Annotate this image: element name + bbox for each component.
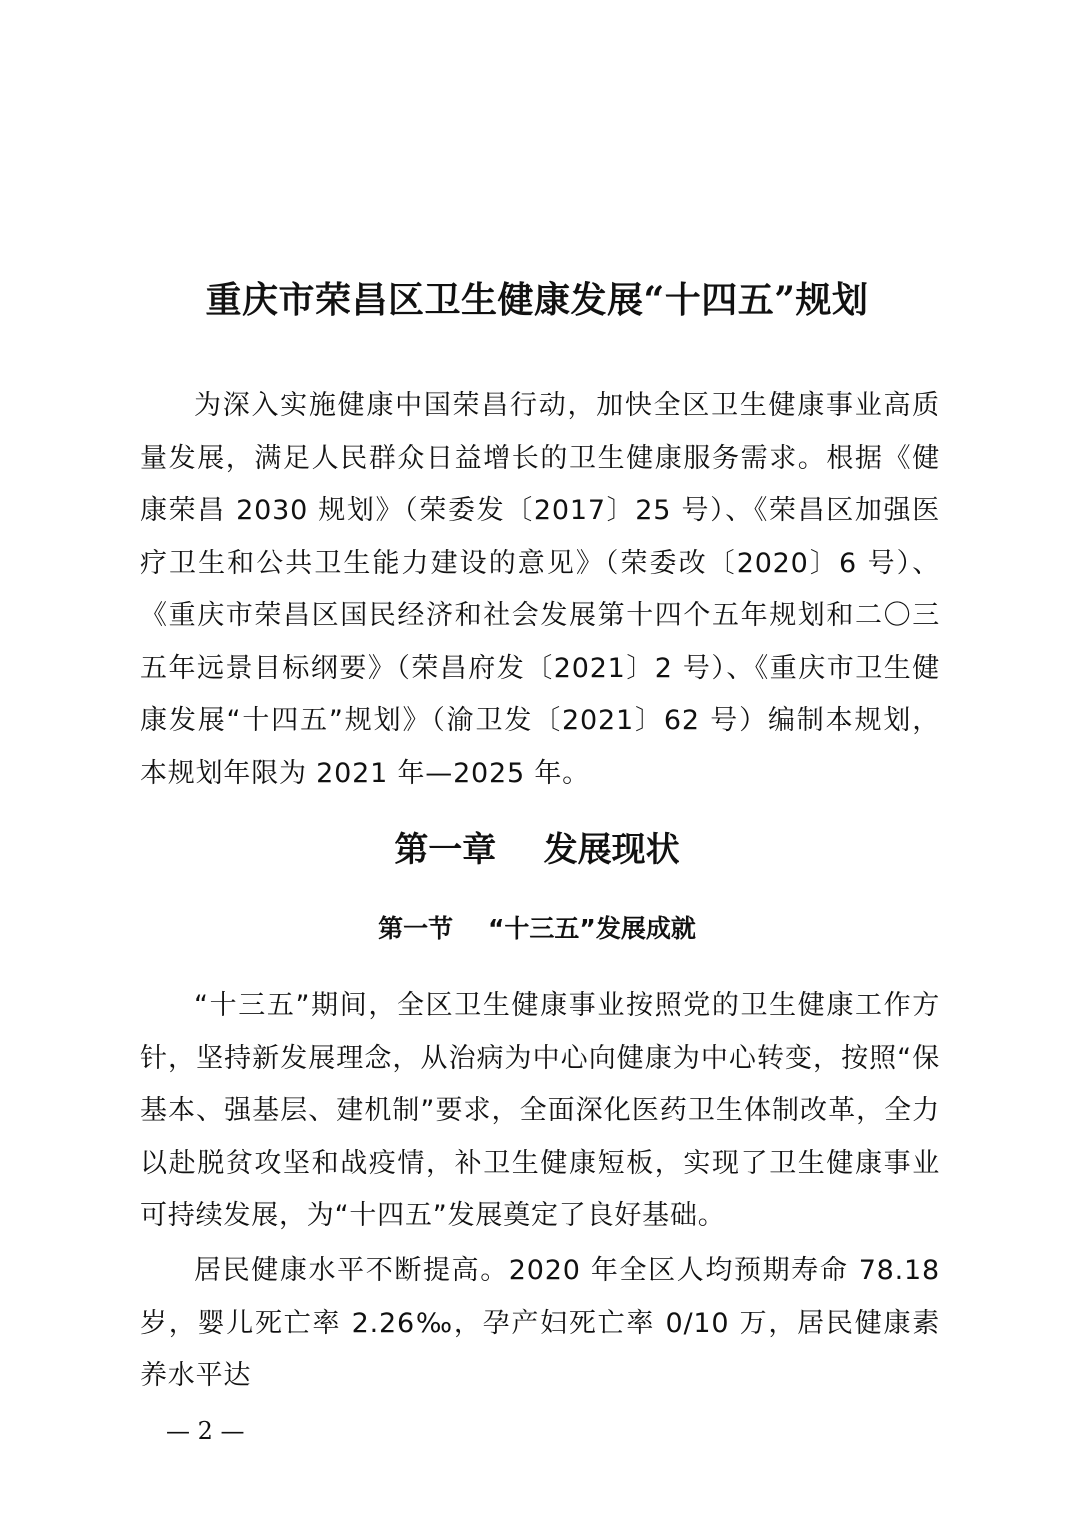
intro-paragraph: 为深入实施健康中国荣昌行动，加快全区卫生健康事业高质量发展，满足人民群众日益增长的卫生健康服务需求。根据《健康荣昌 2030 规划》（荣委发〔2017〕25 号）、《荣昌区加强医疗卫生和公共卫生能力建设的意见》（荣委改〔2020〕6 号）、《重庆市荣昌区国民经济和社会发展第十四个五年规划和二〇三五年远景目标纲要》（荣昌府发〔2021〕2 号）、《重庆市卫生健康发展“十四五”规划》（渝卫发〔2021〕62 号）编制本规划，本规划年限为 2021 年—2025 年。 bbox=[140, 390, 940, 789]
section-heading: 第一节 “十三五”发展成就 bbox=[378, 914, 696, 943]
health-level-paragraph: 居民健康水平不断提高。2020 年全区人均预期寿命 78.18 岁，婴儿死亡率 2.26‰，孕产妇死亡率 0/10 万，居民健康素养水平达 bbox=[140, 1255, 940, 1391]
achievements-paragraph: “十三五”期间，全区卫生健康事业按照党的卫生健康工作方针，坚持新发展理念，从治病为中心向健康为中心转变，按照“保基本、强基层、建机制”要求，全面深化医药卫生体制改革，全力以赴脱贫攻坚和战疫情，补卫生健康短板，实现了卫生健康事业可持续发展，为“十四五”发展奠定了良好基础。 bbox=[140, 990, 940, 1231]
chapter-heading: 第一章 发展现状 bbox=[394, 830, 680, 870]
page-number: — 2 — bbox=[166, 1417, 245, 1445]
document-title: 重庆市荣昌区卫生健康发展“十四五”规划 bbox=[205, 279, 869, 321]
